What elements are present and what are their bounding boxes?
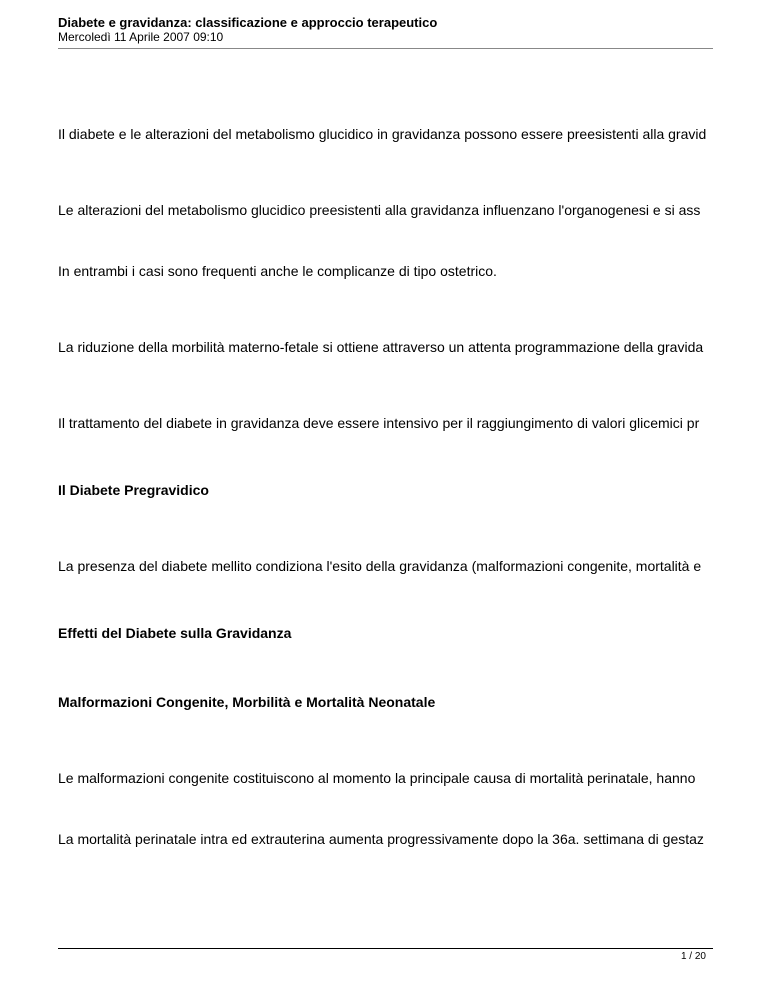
heading-malformazioni: Malformazioni Congenite, Morbilità e Mortalità Neonatale [58,694,436,710]
paragraph-complications: In entrambi i casi sono frequenti anche le complicanze di tipo ostetrico. [58,263,497,279]
paragraph-preexisting: Le alterazioni del metabolismo glucidico preesistenti alla gravidanza influenzano l'organogenesi e si ass [58,202,701,218]
page-header [58,15,713,44]
paragraph-perinatal-mortality: La mortalità perinatale intra ed extrauterina aumenta progressivamente dopo la 36a. settimana di gestaz [58,831,704,847]
document-title: Diabete e gravidanza: classificazione e approccio terapeutico [58,15,438,30]
header-divider [58,48,713,49]
paragraph-morbidity-reduction: La riduzione della morbilità materno-fetale si ottiene attraverso un attenta programmazione della gravida [58,339,704,355]
paragraph-treatment: Il trattamento del diabete in gravidanza deve essere intensivo per il raggiungimento di valori glicemici pr [58,415,700,431]
paragraph-pregravidic: La presenza del diabete mellito condiziona l'esito della gravidanza (malformazioni congenite, mortalità e [58,558,702,574]
paragraph-intro: Il diabete e le alterazioni del metabolismo glucidico in gravidanza possono essere preesistenti alla gravid [58,126,707,142]
heading-diabete-pregravidico: Il Diabete Pregravidico [58,482,209,498]
page-number: 1 / 20 [680,951,706,962]
paragraph-malformations: Le malformazioni congenite costituiscono al momento la principale causa di mortalità perinatale, hanno [58,770,696,786]
document-date: Mercoledì 11 Aprile 2007 09:10 [58,30,224,44]
footer-divider [58,948,713,949]
heading-effetti-diabete: Effetti del Diabete sulla Gravidanza [58,625,292,641]
